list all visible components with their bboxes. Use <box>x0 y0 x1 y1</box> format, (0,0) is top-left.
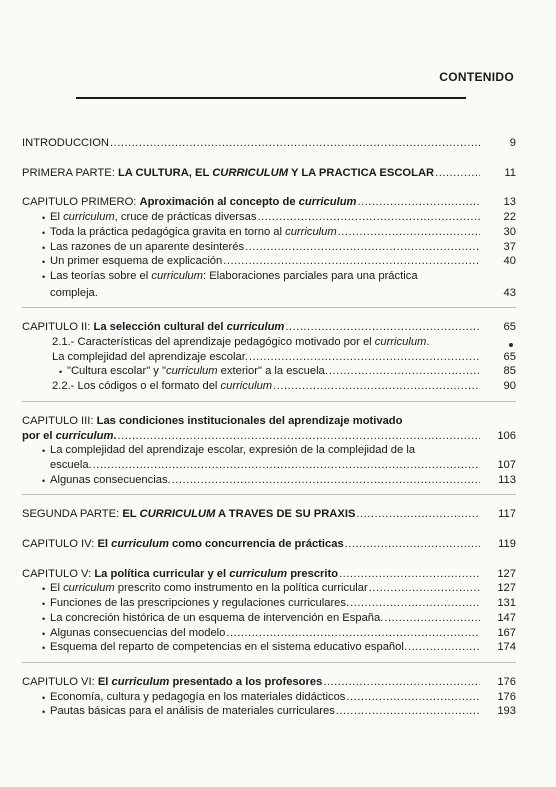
page-number: 176 <box>497 675 516 688</box>
page-number: 65 <box>503 321 516 334</box>
page-number: 106 <box>497 429 516 442</box>
page-number: 11 <box>504 166 516 179</box>
toc-section: 2.2.- Los códigos o el formato del curriculum ..... 90 <box>22 379 516 394</box>
page-number: 127 <box>497 567 516 580</box>
toc-section: 2.1.- Características del aprendizaje pedagógico motivado por el curriculum. La complejidad del aprendizaje escolar. ..... 65 <box>22 335 516 364</box>
toc-item: • El curriculum, cruce de prácticas diversas ..... 22 <box>22 210 516 225</box>
toc-item: • Economía, cultura y pedagogía en los materiales didácticos ..... 176 <box>22 690 516 705</box>
page-number: 119 <box>498 538 516 551</box>
toc-item: • Funciones de las prescripciones y regulaciones curriculares. ..... 131 <box>22 596 516 611</box>
divider <box>22 401 516 402</box>
toc-item: • Las teorías sobre el curriculum: Elaboraciones parciales para una práctica compleja. 43 <box>22 269 516 300</box>
divider <box>22 494 516 495</box>
toc-item: • Las razones de un aparente desinterés ..... 37 <box>22 240 516 255</box>
toc-item: • Pautas básicas para el análisis de materiales curriculares ..... 193 <box>22 704 516 719</box>
toc-item: • "Cultura escolar" y "curriculum exterior" a la escuela. ..... 85 <box>22 364 516 379</box>
divider <box>22 307 516 308</box>
toc-entry-introduction: INTRODUCCION ..... 9 <box>22 136 516 151</box>
divider <box>22 662 516 663</box>
toc-item: • La complejidad del aprendizaje escolar, expresión de la complejidad de la escuela. ..... 107 <box>22 443 516 472</box>
toc-item: • Toda la práctica pedagógica gravita en torno al curriculum ..... 30 <box>22 225 516 240</box>
toc-item: • El curriculum prescrito como instrumento en la política curricular ..... 127 <box>22 581 516 596</box>
toc-item: • La concreción histórica de un esquema de intervención en España. ..... 147 <box>22 611 516 626</box>
page-number: 9 <box>509 137 516 149</box>
page-number: 13 <box>503 196 516 209</box>
toc-item: • Un primer esquema de explicación ..... 40 <box>22 254 516 269</box>
toc-entry-chapter-3: CAPITULO III: Las condiciones institucionales del aprendizaje motivado por el curriculum. ..... 106 <box>22 414 516 443</box>
toc-entry-chapter-1: CAPITULO PRIMERO: Aproximación al concepto de curriculum ..... 13 <box>22 195 516 210</box>
toc-entry-chapter-2: CAPITULO II: La selección cultural del curriculum ..... 65 <box>22 320 516 335</box>
toc-entry-chapter-6: CAPITULO VI: El curriculum presentado a los profesores ..... 176 <box>22 675 516 690</box>
heading-rule <box>76 97 466 99</box>
toc-item: • Esquema del reparto de competencias en el sistema educativo español. ..... 174 <box>22 640 516 655</box>
toc-entry-part-one: PRIMERA PARTE: LA CULTURA, EL CURRICULUM Y LA PRACTICA ESCOLAR ..... 11 <box>22 166 516 181</box>
table-of-contents <box>22 136 516 719</box>
contents-heading: CONTENIDO <box>439 70 514 84</box>
toc-entry-chapter-4: CAPITULO IV: El curriculum como concurrencia de prácticas ..... 119 <box>22 537 516 552</box>
page-number: 117 <box>498 508 516 521</box>
toc-item: • Algunas consecuencias del modelo ..... 167 <box>22 626 516 641</box>
toc-item: • Algunas consecuencias. ..... 113 <box>22 473 516 488</box>
toc-entry-chapter-5: CAPITULO V: La política curricular y el curriculum prescrito ..... 127 <box>22 567 516 582</box>
toc-entry-part-two: SEGUNDA PARTE: EL CURRICULUM A TRAVES DE SU PRAXIS ..... 117 <box>22 507 516 522</box>
